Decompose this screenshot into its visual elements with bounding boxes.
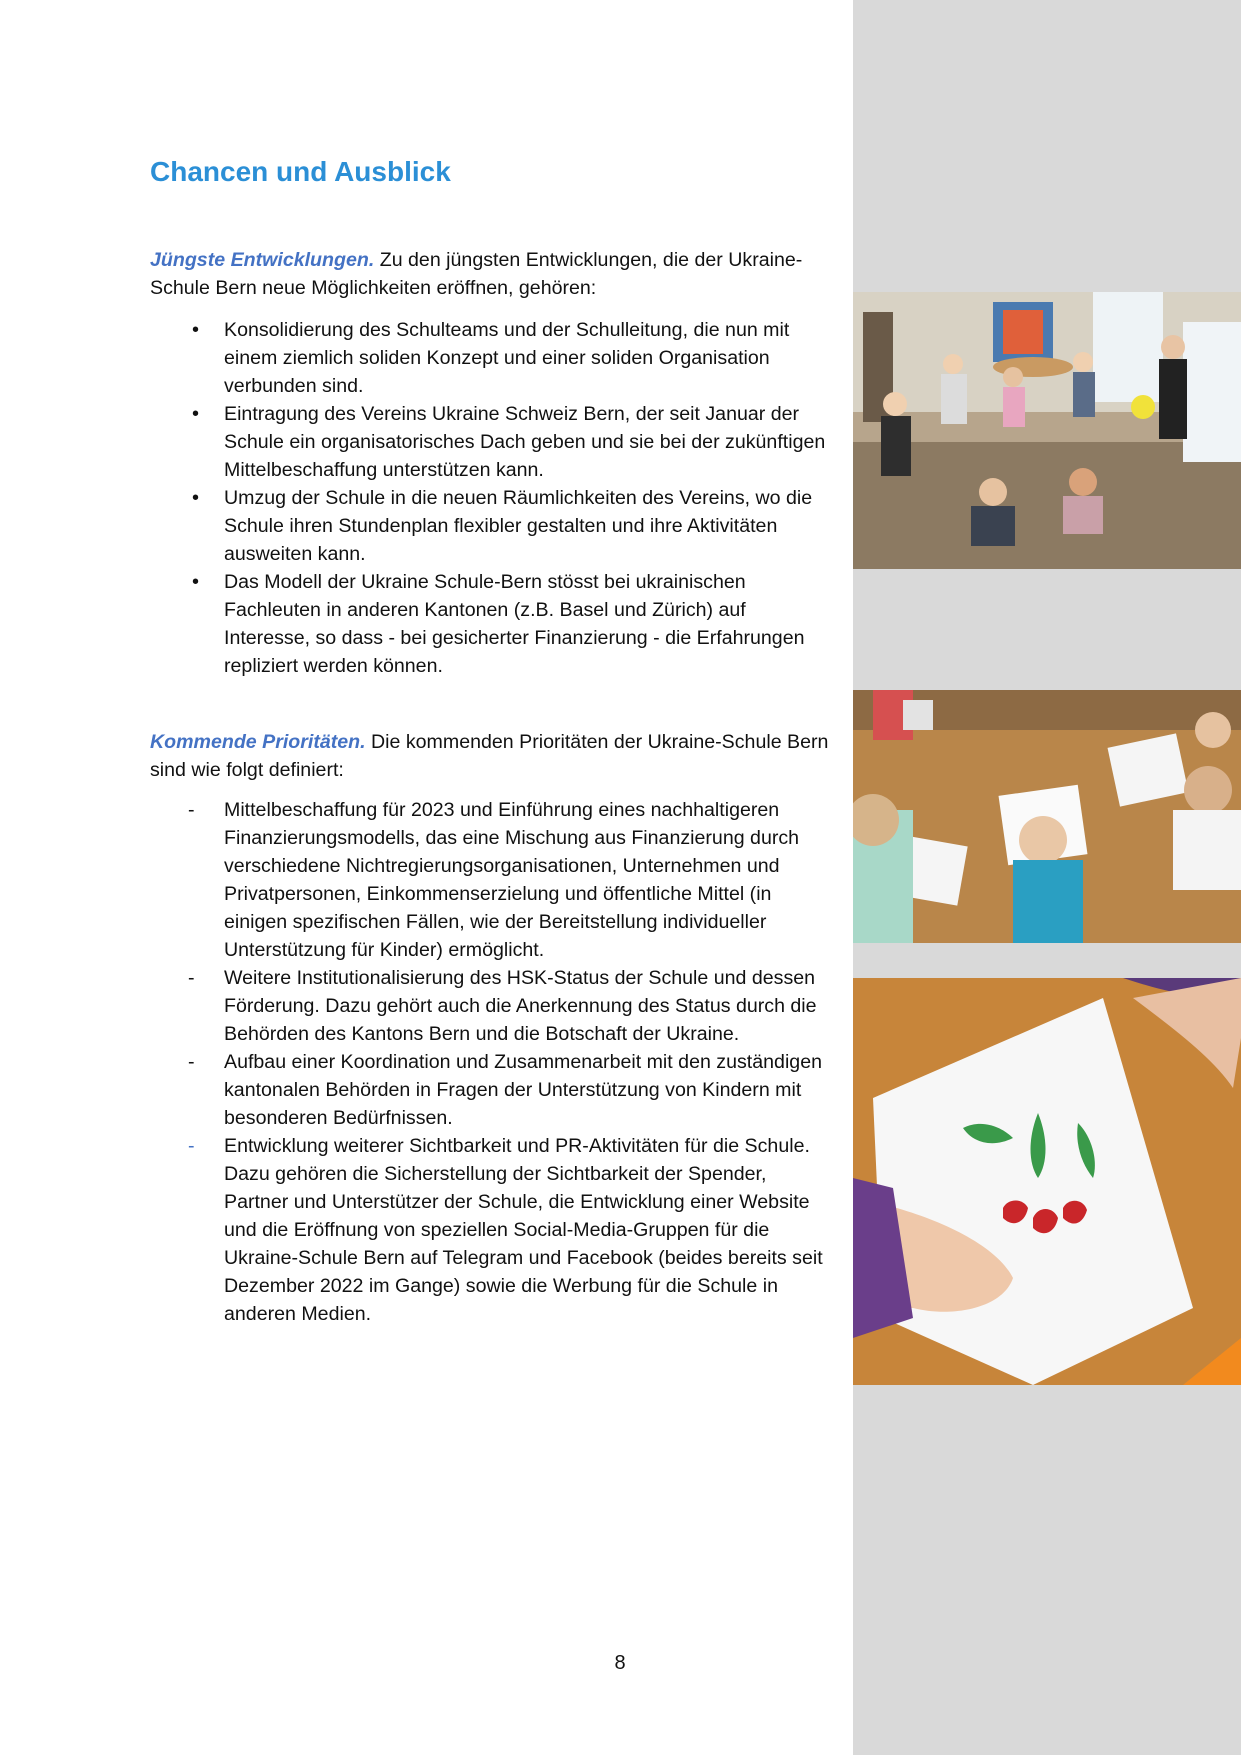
photo-craft-tulips [853, 978, 1241, 1385]
dash-marker: - [188, 1135, 195, 1157]
upcoming-priorities-list [150, 796, 835, 1328]
list-item-text: Aufbau einer Koordination und Zusammenarbeit mit den zuständigen kantonalen Behörden in Fragen der Unterstützung von Kindern mit besonderen Bedürfnissen. [224, 1051, 822, 1129]
list-item-text: Mittelbeschaffung für 2023 und Einführung eines nachhaltigeren Finanzierungsmodells, das eine Mischung aus Finanzierung durch verschiedene Nichtregierungsorganisationen, Unternehmen und Privatpersonen, Einkommenserzielung und öffentliche Mittel (in einigen spezifischen Fällen, wie der Bereitstellung individueller Unterstützung für Kinder) ermöglicht. [224, 799, 800, 961]
section-intro-text: Die kommenden Prioritäten der Ukraine-Schule Bern sind wie folgt definiert: [150, 731, 829, 781]
list-item [150, 1048, 835, 1132]
photo-children-playing [853, 292, 1241, 569]
list-item [150, 568, 835, 680]
page-heading: Chancen und Ausblick [150, 156, 451, 187]
dash-marker: - [188, 967, 195, 989]
list-item [150, 316, 835, 400]
page-number: 8 [614, 1652, 626, 1674]
list-item [150, 964, 835, 1048]
section-upcoming-priorities-intro [150, 728, 835, 784]
recent-developments-list [150, 316, 835, 680]
bullet-marker: • [192, 571, 200, 593]
list-item-text: Entwicklung weiterer Sichtbarkeit und PR-Aktivitäten für die Schule. Dazu gehören die Sicherstellung der Sichtbarkeit der Spender, Partner und Unterstützer der Schule, die Entwicklung einer Website und die Eröffnung von speziellen Social-Media-Gruppen für die Ukraine-Schule Bern auf Telegram und Facebook (beides bereits seit Dezember 2022 im Gange) sowie die Werbung für die Schule in anderen Medien. [224, 1135, 823, 1325]
main-content [150, 148, 835, 1328]
list-item-text: Weitere Institutionalisierung des HSK-Status der Schule und dessen Förderung. Dazu gehört auch die Anerkennung des Status durch die Behörden des Kantons Bern und die Botschaft der Ukraine. [224, 967, 817, 1045]
list-item [150, 484, 835, 568]
dash-marker: - [188, 799, 195, 821]
section-lead-priorities: Kommende Prioritäten. [150, 731, 366, 753]
section-intro-text: Zu den jüngsten Entwicklungen, die der Ukraine-Schule Bern neue Möglichkeiten eröffnen, gehören: [150, 249, 803, 299]
bullet-marker: • [192, 403, 200, 425]
list-item-text: Umzug der Schule in die neuen Räumlichkeiten des Vereins, wo die Schule ihren Stundenplan flexibler gestalten und ihre Aktivitäten ausweiten kann. [224, 487, 813, 565]
list-item-text: Das Modell der Ukraine Schule-Bern stösst bei ukrainischen Fachleuten in anderen Kantonen (z.B. Basel und Zürich) auf Interesse, so dass - bei gesicherter Finanzierung - die Erfahrungen repliziert werden können. [224, 571, 805, 677]
dash-marker: - [188, 1051, 195, 1073]
list-item [150, 796, 835, 964]
list-item [150, 1132, 835, 1328]
bullet-marker: • [192, 487, 200, 509]
list-item [150, 400, 835, 484]
section-lead-recent: Jüngste Entwicklungen. [150, 249, 375, 271]
bullet-marker: • [192, 319, 200, 341]
list-item-text: Konsolidierung des Schulteams und der Schulleitung, die nun mit einem ziemlich soliden Konzept und einer soliden Organisation verbunden sind. [224, 319, 790, 397]
photo-children-at-table [853, 690, 1241, 943]
section-recent-developments-intro [150, 246, 835, 302]
list-item-text: Eintragung des Vereins Ukraine Schweiz Bern, der seit Januar der Schule ein organisatorisches Dach geben und sie bei der zukünftigen Mittelbeschaffung unterstützen kann. [224, 403, 826, 481]
